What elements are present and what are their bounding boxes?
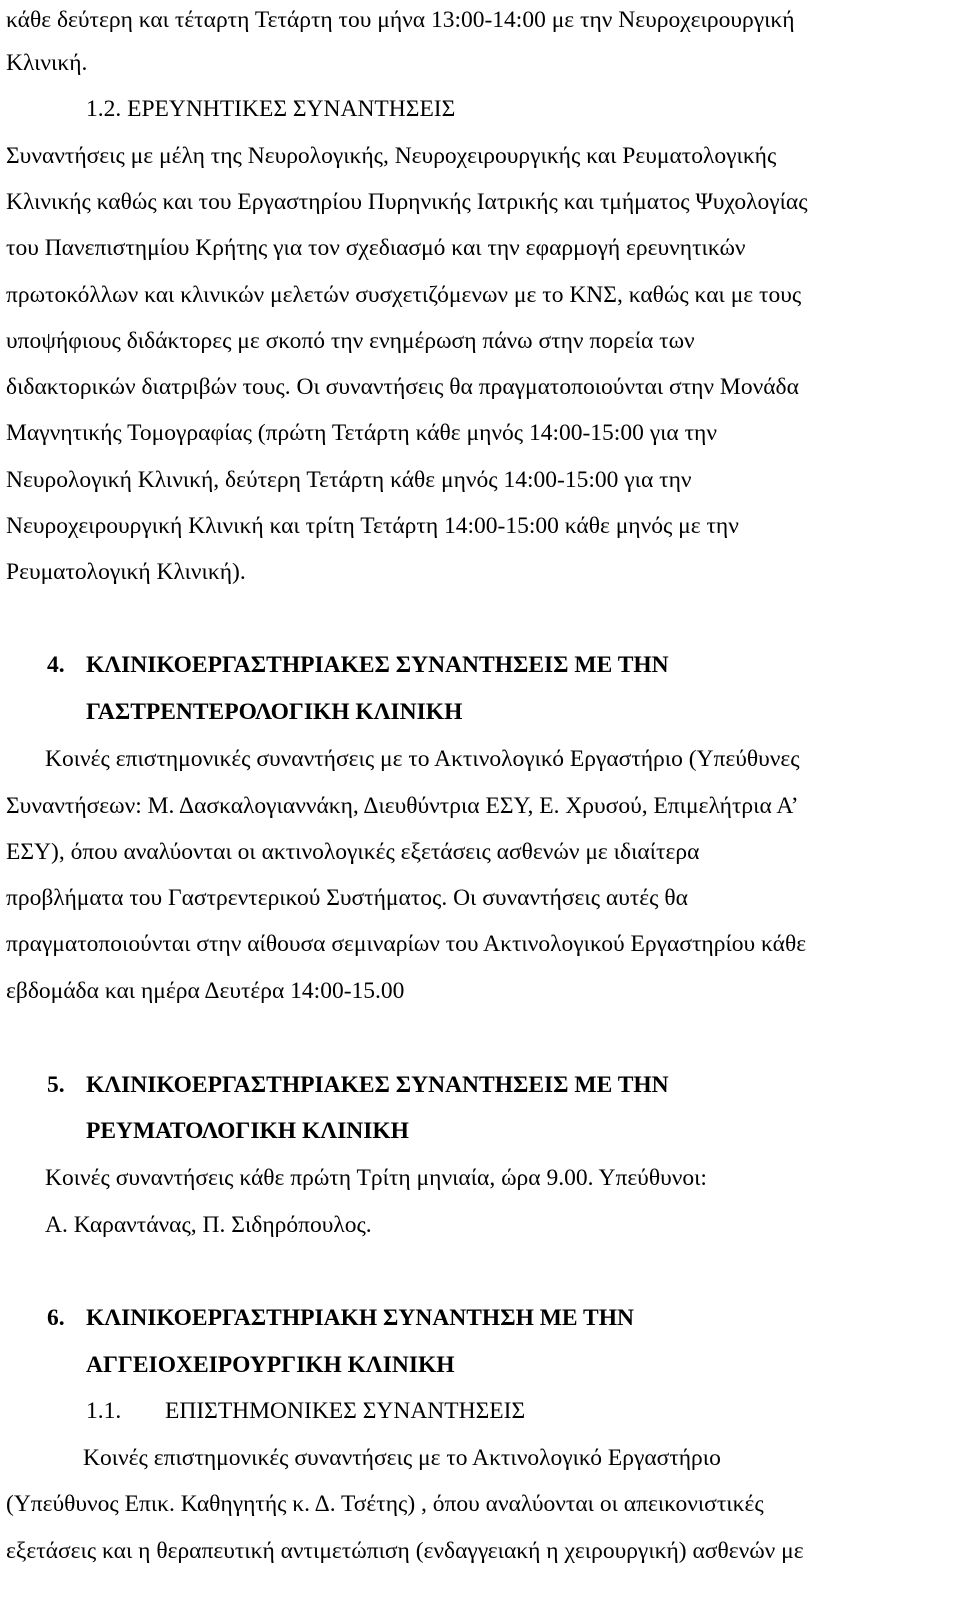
paragraph-line: Συναντήσεων: Μ. Δασκαλογιαννάκη, Διευθύντρια ΕΣΥ, Ε. Χρυσού, Επιμελήτρια Α’ (6, 793, 799, 819)
paragraph-line: Κοινές επιστημονικές συναντήσεις με το Ακτινολογικό Εργαστήριο (Υπεύθυνες (45, 746, 800, 772)
paragraph-line: Κοινές συναντήσεις κάθε πρώτη Τρίτη μηνιαία, ώρα 9.00. Υπεύθυνοι: (45, 1165, 707, 1191)
paragraph-line: πρωτοκόλλων και κλινικών μελετών συσχετιζόμενων με το ΚΝΣ, καθώς και με τους (6, 282, 802, 308)
section-number: 5. (47, 1072, 65, 1098)
paragraph-line: ΕΣΥ), όπου αναλύονται οι ακτινολογικές εξετάσεις ασθενών με ιδιαίτερα (6, 839, 700, 865)
section-number: 6. (47, 1305, 65, 1331)
section-title: ΚΛΙΝΙΚΟΕΡΓΑΣΤΗΡΙΑΚΗ ΣΥΝΑΝΤΗΣΗ ΜΕ ΤΗΝ (86, 1305, 634, 1331)
section-heading: 1.2. ΕΡΕΥΝΗΤΙΚΕΣ ΣΥΝΑΝΤΗΣΕΙΣ (86, 96, 456, 122)
paragraph-line: εβδομάδα και ημέρα Δευτέρα 14:00-15.00 (6, 978, 405, 1004)
paragraph-line: εξετάσεις και η θεραπευτική αντιμετώπιση (ενδαγγειακή η χειρουργική) ασθενών με (6, 1538, 804, 1564)
paragraph-line: Μαγνητικής Τομογραφίας (πρώτη Τετάρτη κάθε μηνός 14:00-15:00 για την (6, 420, 717, 446)
paragraph-line: Νευροχειρουργική Κλινική και τρίτη Τετάρτη 14:00-15:00 κάθε μηνός με την (6, 513, 739, 539)
subsection-number: 1.1. (86, 1398, 122, 1424)
paragraph-line: Νευρολογική Κλινική, δεύτερη Τετάρτη κάθε μηνός 14:00-15:00 για την (6, 467, 692, 493)
section-title: ΑΓΓΕΙΟΧΕΙΡΟΥΡΓΙΚΗ ΚΛΙΝΙΚΗ (86, 1352, 455, 1378)
paragraph-line: Κλινική. (6, 50, 88, 76)
paragraph-line: Α. Καραντάνας, Π. Σιδηρόπουλος. (45, 1212, 372, 1238)
paragraph-line: Κλινικής καθώς και του Εργαστηρίου Πυρηνικής Ιατρικής και τμήματος Ψυχολογίας (6, 189, 808, 215)
paragraph-line: Κοινές επιστημονικές συναντήσεις με το Ακτινολογικό Εργαστήριο (83, 1445, 721, 1471)
paragraph-line: διδακτορικών διατριβών τους. Οι συναντήσεις θα πραγματοποιούνται στην Μονάδα (6, 374, 799, 400)
paragraph-line: Συναντήσεις με μέλη της Νευρολογικής, Νευροχειρουργικής και Ρευματολογικής (6, 143, 777, 169)
paragraph-line: του Πανεπιστημίου Κρήτης για τον σχεδιασμό και την εφαρμογή ερευνητικών (6, 235, 746, 261)
section-title: ΚΛΙΝΙΚΟΕΡΓΑΣΤΗΡΙΑΚΕΣ ΣΥΝΑΝΤΗΣΕΙΣ ΜΕ ΤΗΝ (86, 652, 669, 678)
paragraph-line: προβλήματα του Γαστρεντερικού Συστήματος. Οι συναντήσεις αυτές θα (6, 885, 688, 911)
paragraph-line: κάθε δεύτερη και τέταρτη Τετάρτη του μήνα 13:00-14:00 με την Νευροχειρουργική (6, 7, 795, 33)
section-title: ΓΑΣΤΡΕΝΤΕΡΟΛΟΓΙΚΗ ΚΛΙΝΙΚΗ (86, 699, 463, 725)
paragraph-line: Ρευματολογική Κλινική). (6, 559, 246, 585)
section-title: ΡΕΥΜΑΤΟΛΟΓΙΚΗ ΚΛΙΝΙΚΗ (86, 1118, 409, 1144)
subsection-heading: ΕΠΙΣΤΗΜΟΝΙΚΕΣ ΣΥΝΑΝΤΗΣΕΙΣ (165, 1398, 526, 1424)
section-number: 4. (47, 652, 65, 678)
paragraph-line: (Υπεύθυνος Επικ. Καθηγητής κ. Δ. Τσέτης) , όπου αναλύονται οι απεικονιστικές (6, 1491, 764, 1517)
paragraph-line: πραγματοποιούνται στην αίθουσα σεμιναρίων του Ακτινολογικού Εργαστηρίου κάθε (6, 931, 807, 957)
paragraph-line: υποψήφιους διδάκτορες με σκοπό την ενημέρωση πάνω στην πορεία των (6, 328, 695, 354)
section-title: ΚΛΙΝΙΚΟΕΡΓΑΣΤΗΡΙΑΚΕΣ ΣΥΝΑΝΤΗΣΕΙΣ ΜΕ ΤΗΝ (86, 1072, 669, 1098)
